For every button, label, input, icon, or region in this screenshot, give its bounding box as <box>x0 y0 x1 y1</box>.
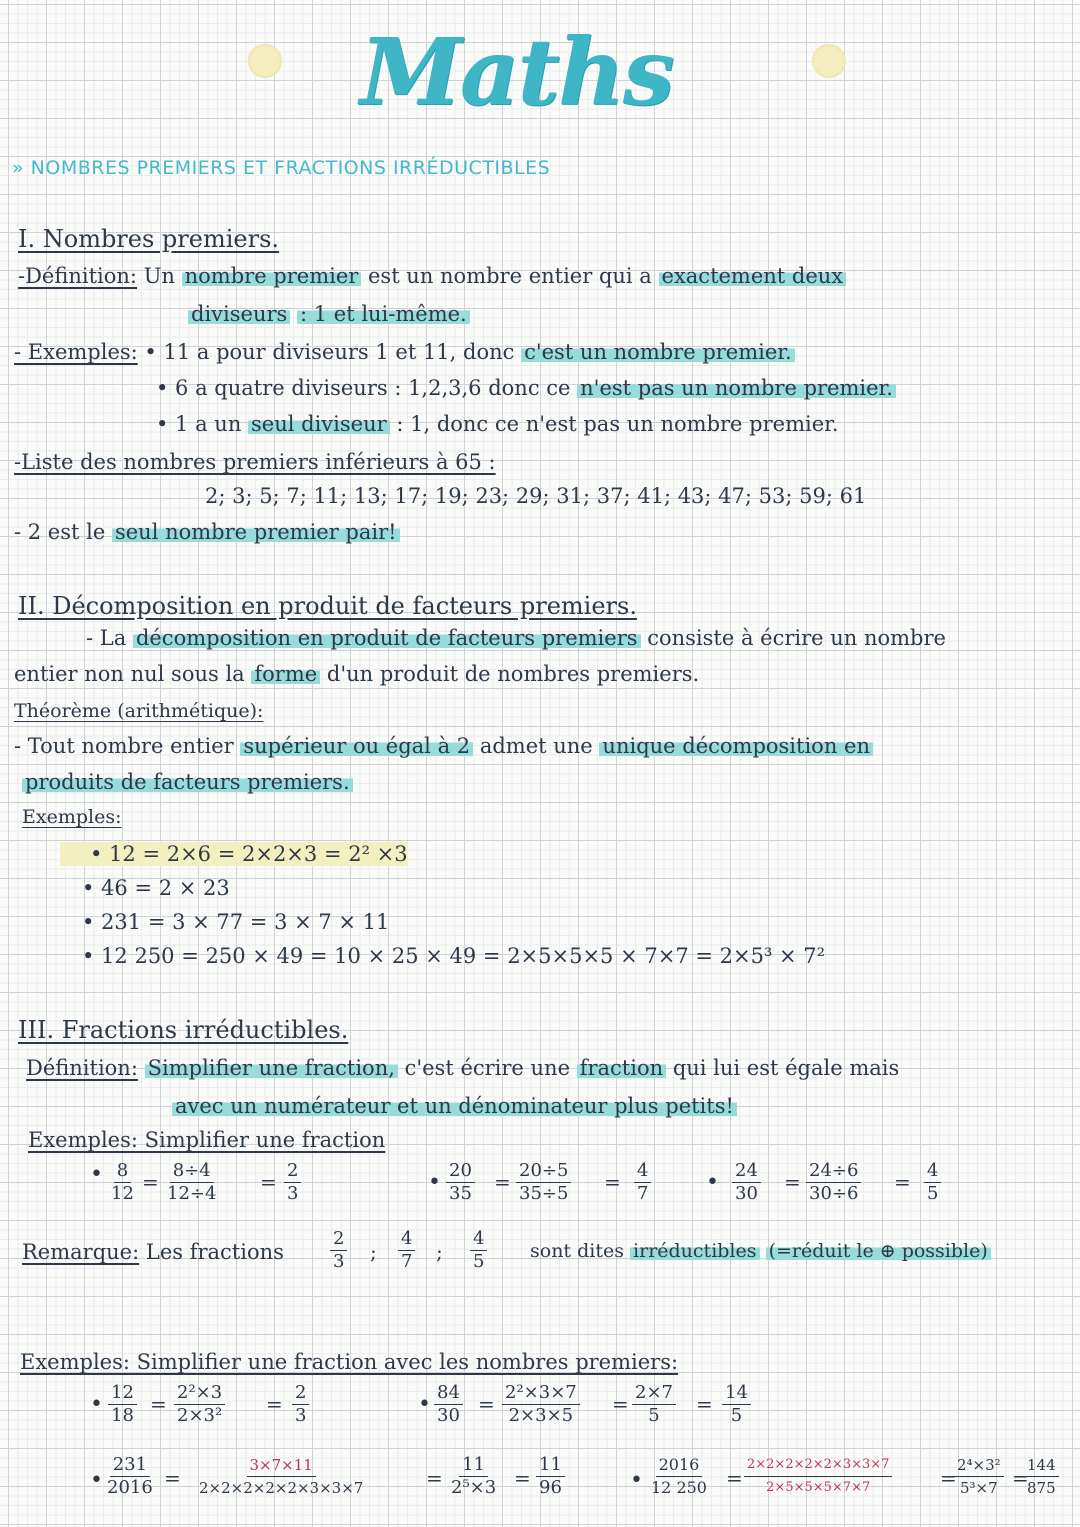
equals-sign: = <box>142 1170 159 1194</box>
equals-sign: = <box>726 1466 743 1490</box>
fraction-84-30 <box>434 1382 463 1427</box>
decomp-example-2: • 46 = 2 × 23 <box>82 876 230 900</box>
s3-def-line-1 <box>26 1056 899 1080</box>
decomp-example-4: • 12 250 = 250 × 49 = 10 × 25 × 49 = 2×5×5×5 × 7×7 = 2×5³ × 7² <box>82 944 826 968</box>
ex3-text-c: : 1, donc ce n'est pas un nombre premier. <box>396 412 839 436</box>
numerator: 2×7 <box>632 1382 676 1405</box>
numerator: 2 <box>284 1160 301 1183</box>
equals-sign: = <box>494 1170 511 1194</box>
definition-label: -Définition: <box>18 264 138 288</box>
denominator: 18 <box>111 1405 134 1426</box>
numerator: 8÷4 <box>170 1160 214 1183</box>
numerator: 24 <box>732 1160 761 1183</box>
separator: ; <box>436 1240 443 1264</box>
numerator: 4 <box>924 1160 941 1183</box>
theorem-highlight-geq: supérieur ou égal à 2 <box>240 734 473 758</box>
numerator: 2 <box>330 1228 347 1251</box>
def-term-divisors: diviseurs <box>188 302 290 326</box>
def-term-prime: nombre premier <box>182 264 362 288</box>
denominator: 5 <box>927 1183 939 1204</box>
section-3-heading: III. Fractions irréductibles. <box>18 1016 349 1044</box>
equals-sign: = <box>514 1466 531 1490</box>
denominator: 30 <box>437 1405 460 1426</box>
decomp-example-1: • 12 = 2×6 = 2×2×3 = 2² ×3 <box>60 842 408 866</box>
denominator: 2×3² <box>177 1405 223 1426</box>
s2-para-line-1 <box>86 626 946 650</box>
def-text-c: est un nombre entier qui a <box>367 264 652 288</box>
fraction-24x32 <box>954 1454 1004 1499</box>
s2-highlight-decomposition: décomposition en produit de facteurs premiers <box>133 626 641 650</box>
theorem-text-a: - Tout nombre entier <box>14 734 234 758</box>
numerator: 11 <box>536 1454 565 1477</box>
fraction-24-30 <box>732 1160 761 1205</box>
denominator: 2×2×2×2×2×3×3×7 <box>199 1479 364 1497</box>
numerator: 84 <box>434 1382 463 1405</box>
remark-text-a: Les fractions <box>145 1240 284 1264</box>
denominator: 875 <box>1027 1479 1056 1497</box>
equals-sign: = <box>604 1170 621 1194</box>
section-1-heading: I. Nombres premiers. <box>18 225 280 253</box>
numerator: 4 <box>470 1228 487 1251</box>
theorem-highlight-products: produits de facteurs premiers. <box>22 770 353 794</box>
bullet: • <box>706 1170 719 1195</box>
remark-fraction-2-3 <box>330 1228 347 1273</box>
ex2-highlight: n'est pas un nombre premier. <box>577 376 896 400</box>
denominator: 3 <box>287 1183 299 1204</box>
s3-definition-label: Définition: <box>26 1056 138 1080</box>
denominator: 5 <box>473 1251 485 1272</box>
even-text-a: - 2 est le <box>14 520 106 544</box>
s2-text-c: consiste à écrire un nombre <box>647 626 946 650</box>
bullet: • <box>428 1170 441 1195</box>
s3-highlight-fraction: fraction <box>577 1056 666 1080</box>
denominator: 12÷4 <box>167 1183 217 1204</box>
denominator: 35 <box>449 1183 472 1204</box>
s2-text-f: d'un produit de nombres premiers. <box>326 662 700 686</box>
denominator: 2×3×5 <box>508 1405 574 1426</box>
numerator: 24÷6 <box>806 1160 861 1183</box>
fraction-20-35 <box>446 1160 475 1205</box>
s3-examples-2-label: Exemples: Simplifier une fraction avec les nombres premiers: <box>20 1350 679 1374</box>
remark-label-line <box>22 1240 284 1264</box>
denominator: 3 <box>333 1251 345 1272</box>
s1-definition-line-2 <box>188 302 470 326</box>
fraction-11-96 <box>536 1454 565 1499</box>
fraction-3x7x11 <box>196 1454 366 1499</box>
numerator: 4 <box>634 1160 651 1183</box>
numerator: 231 <box>110 1454 150 1477</box>
theorem-line-2 <box>22 770 353 794</box>
denominator: 7 <box>401 1251 413 1272</box>
section-2-heading: II. Décomposition en produit de facteurs premiers. <box>18 592 637 620</box>
s2-highlight-forme: forme <box>251 662 320 686</box>
decomp-example-3: • 231 = 3 × 77 = 3 × 7 × 11 <box>82 910 390 934</box>
remark-text-b: sont dites <box>530 1240 624 1262</box>
remark-fraction-4-7 <box>398 1228 415 1273</box>
s3-def-line-2 <box>172 1094 737 1118</box>
theorem-label: Théorème (arithmétique): <box>14 700 264 722</box>
numerator: 144 <box>1024 1454 1059 1477</box>
equals-sign: = <box>150 1392 167 1416</box>
remark-text-d: (=réduit le ⊕ possible) <box>766 1240 991 1262</box>
binder-hole-right <box>812 44 846 78</box>
even-highlight: seul nombre premier pair! <box>112 520 400 544</box>
numerator: 20÷5 <box>516 1160 571 1183</box>
equals-sign: = <box>940 1466 957 1490</box>
s3-text-b: c'est écrire une <box>404 1056 571 1080</box>
denominator: 2×5×5×5×7×7 <box>766 1480 871 1495</box>
s3-examples-label: Exemples: Simplifier une fraction <box>28 1128 386 1152</box>
equals-sign: = <box>478 1392 495 1416</box>
def-text-a: Un <box>143 264 175 288</box>
denominator: 5³×7 <box>960 1479 998 1497</box>
fraction-22x3x7 <box>502 1382 580 1427</box>
fraction-2-3 <box>284 1160 301 1205</box>
equals-sign: = <box>696 1392 713 1416</box>
fraction-2x7 <box>632 1382 676 1427</box>
denominator: 2016 <box>107 1477 153 1498</box>
equals-sign: = <box>260 1170 277 1194</box>
ex2-text: • 6 a quatre diviseurs : 1,2,3,6 donc ce <box>156 376 571 400</box>
numerator: 2²×3 <box>174 1382 225 1405</box>
prime-list: 2; 3; 5; 7; 11; 13; 17; 19; 23; 29; 31; 37; 41; 43; 47; 53; 59; 61 <box>205 484 867 508</box>
fraction-8div4 <box>164 1160 219 1205</box>
ex3-highlight: seul diviseur <box>248 412 390 436</box>
def-text-itself: : 1 et lui-même. <box>297 302 470 326</box>
s1-example-line-1 <box>14 340 795 364</box>
fraction-231-2016 <box>104 1454 156 1499</box>
numerator: 2016 <box>656 1454 703 1477</box>
remark-line-end <box>530 1240 991 1262</box>
s3-highlight-simplify: Simplifier une fraction, <box>145 1056 398 1080</box>
binder-hole-left <box>248 44 282 78</box>
fraction-4-5 <box>924 1160 941 1205</box>
page-title: Maths <box>360 18 673 126</box>
numerator: 11 <box>459 1454 488 1477</box>
bullet: • <box>90 1392 103 1417</box>
separator: ; <box>370 1240 377 1264</box>
theorem-text-c: admet une <box>479 734 593 758</box>
denominator: 7 <box>637 1183 649 1204</box>
bullet: • <box>90 1162 103 1187</box>
fraction-24div6 <box>806 1160 861 1205</box>
fraction-144-875 <box>1024 1454 1059 1499</box>
ex1-highlight: c'est un nombre premier. <box>521 340 795 364</box>
s2-text-d: entier non nul sous la <box>14 662 245 686</box>
remark-fraction-4-5 <box>470 1228 487 1273</box>
fraction-8-12 <box>108 1160 137 1205</box>
denominator: 3 <box>295 1405 307 1426</box>
denominator: 30÷6 <box>809 1183 859 1204</box>
equals-sign: = <box>1012 1466 1029 1490</box>
def-term-exactly-two: exactement deux <box>659 264 847 288</box>
numerator: 2 <box>292 1382 309 1405</box>
fraction-12-18 <box>108 1382 137 1427</box>
denominator: 12 250 <box>651 1478 707 1497</box>
ex1-text: • 11 a pour diviseurs 1 et 11, donc <box>144 340 515 364</box>
fraction-22x3 <box>174 1382 225 1427</box>
theorem-line-1 <box>14 734 873 758</box>
numerator: 8 <box>114 1160 131 1183</box>
equals-sign: = <box>784 1170 801 1194</box>
s3-text-d: qui lui est égale mais <box>672 1056 900 1080</box>
numerator: 2²×3×7 <box>502 1382 580 1405</box>
fraction-2016-12250 <box>648 1454 710 1499</box>
bullet: • <box>90 1468 103 1493</box>
denominator: 2⁵×3 <box>451 1477 497 1498</box>
prime-list-label: -Liste des nombres premiers inférieurs à 65 : <box>14 450 496 474</box>
equals-sign: = <box>612 1392 629 1416</box>
fraction-2016-factored <box>744 1454 892 1499</box>
s1-example-line-3 <box>156 412 839 436</box>
denominator: 96 <box>539 1477 562 1498</box>
fraction-14-5 <box>722 1382 751 1427</box>
s2-examples-label: Exemples: <box>22 806 122 828</box>
s1-definition-line-1 <box>18 264 846 288</box>
ex3-text-a: • 1 a un <box>156 412 242 436</box>
numerator: 2⁴×3² <box>954 1454 1004 1477</box>
equals-sign: = <box>426 1466 443 1490</box>
numerator: 20 <box>446 1160 475 1183</box>
fraction-11-25x3 <box>448 1454 499 1499</box>
denominator: 5 <box>648 1405 660 1426</box>
s3-highlight-smaller: avec un numérateur et un dénominateur plus petits! <box>172 1094 737 1118</box>
subtitle: » NOMBRES PREMIERS ET FRACTIONS IRRÉDUCTIBLES <box>12 157 551 179</box>
fraction-20div5 <box>516 1160 571 1205</box>
equals-sign: = <box>894 1170 911 1194</box>
s2-para-line-2 <box>14 662 699 686</box>
denominator: 12 <box>111 1183 134 1204</box>
examples-label: - Exemples: <box>14 340 138 364</box>
denominator: 30 <box>735 1183 758 1204</box>
bullet: • <box>418 1392 431 1417</box>
numerator: 14 <box>722 1382 751 1405</box>
fraction-4-7 <box>634 1160 651 1205</box>
even-prime-note <box>14 520 400 544</box>
numerator: 3×7×11 <box>247 1454 316 1477</box>
theorem-highlight-unique: unique décomposition en <box>599 734 873 758</box>
equals-sign: = <box>164 1466 181 1490</box>
bullet: • <box>630 1468 643 1493</box>
s2-text-a: - La <box>86 626 127 650</box>
equals-sign: = <box>266 1392 283 1416</box>
s1-example-line-2 <box>156 376 896 400</box>
denominator: 5 <box>730 1405 743 1426</box>
fraction-2-3-b <box>292 1382 309 1427</box>
numerator: 4 <box>398 1228 415 1251</box>
remark-label: Remarque: <box>22 1240 140 1264</box>
numerator: 12 <box>108 1382 137 1405</box>
numerator: 2×2×2×2×2×3×3×7 <box>744 1454 892 1477</box>
denominator: 35÷5 <box>519 1183 569 1204</box>
remark-irreducible: irréductibles <box>630 1240 759 1262</box>
